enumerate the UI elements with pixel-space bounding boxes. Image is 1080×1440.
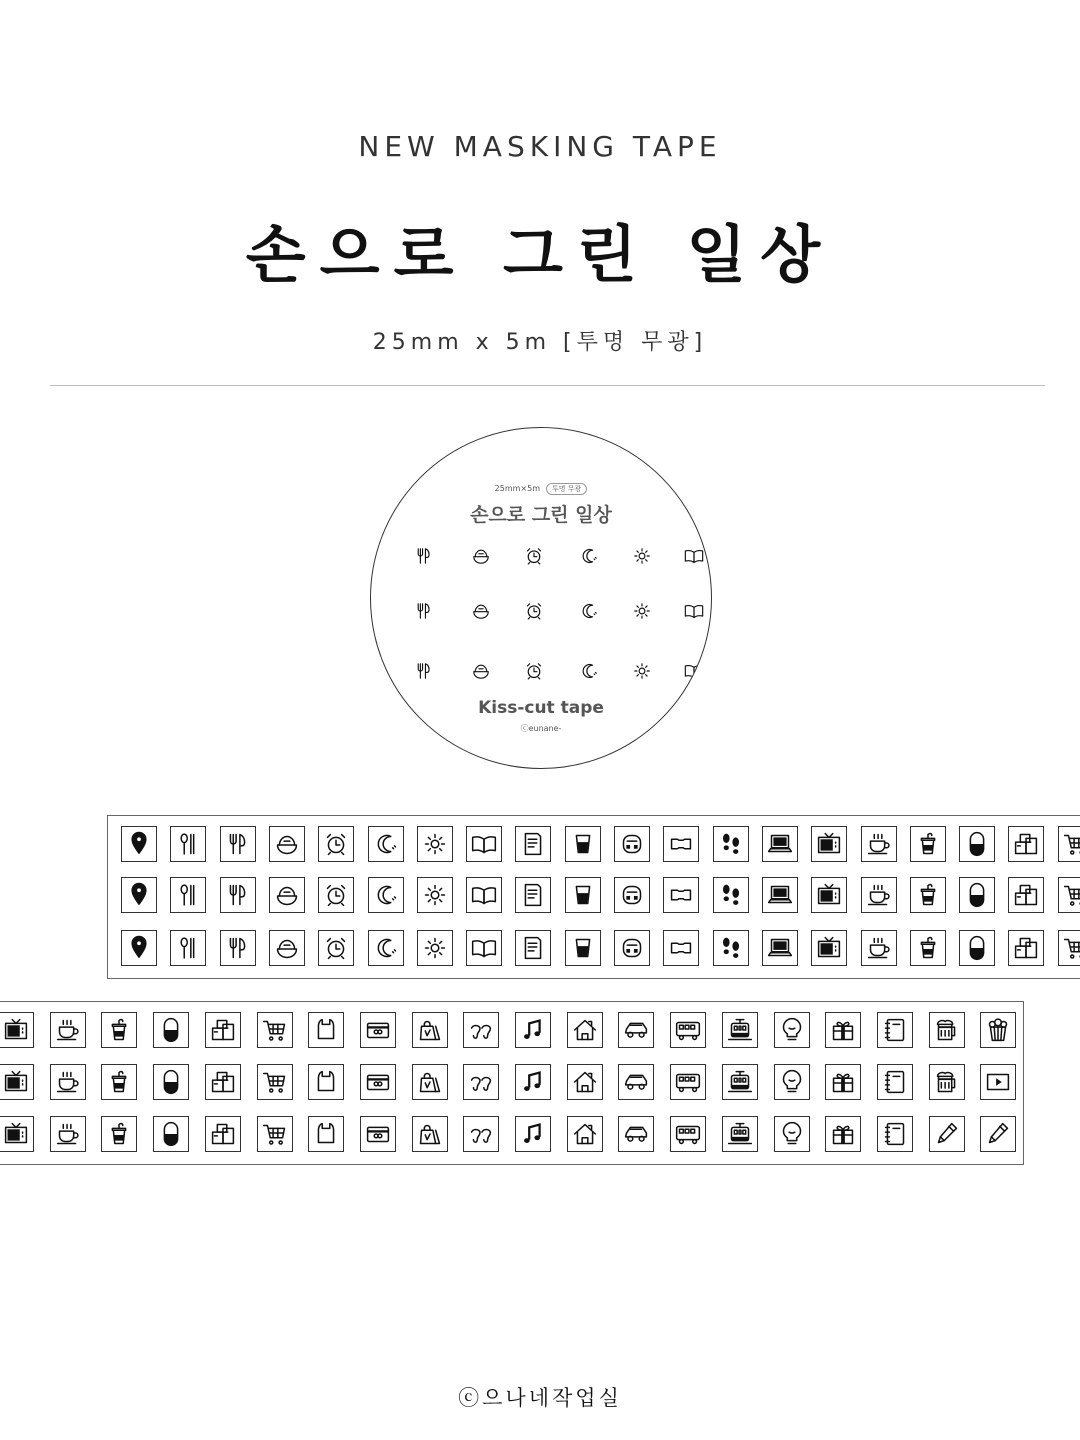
- moon-icon: [368, 877, 404, 913]
- sun-icon: [417, 877, 453, 913]
- cart-icon: [257, 1116, 293, 1152]
- beer-icon: [929, 1012, 965, 1048]
- gift-icon: [825, 1064, 861, 1100]
- bag-icon: [308, 1116, 344, 1152]
- product-title: 손으로 그린 일상: [245, 218, 835, 291]
- location-pin-icon: [121, 826, 157, 862]
- pill-icon: [959, 877, 995, 913]
- earphones-icon: [463, 1012, 499, 1048]
- fork-knife-icon: [411, 598, 437, 624]
- fork-knife-icon: [220, 930, 256, 966]
- boxes-icon: [1008, 877, 1044, 913]
- coffee-icon: [861, 877, 897, 913]
- spoon-chopsticks-icon: [170, 877, 206, 913]
- bulb-icon: [774, 1012, 810, 1048]
- tram-icon: [722, 1064, 758, 1100]
- bandage-icon: [663, 877, 699, 913]
- bulb-icon: [774, 1064, 810, 1100]
- music-note-icon: [515, 1116, 551, 1152]
- music-note-icon: [515, 1012, 551, 1048]
- roll-icon-row: [371, 658, 711, 688]
- earphones-icon: [463, 1064, 499, 1100]
- card-icon: [360, 1116, 396, 1152]
- pill-icon: [153, 1012, 189, 1048]
- footprints-icon: [713, 930, 749, 966]
- copyright: ⓒ으나네작업실: [458, 1386, 622, 1410]
- rice-bowl-icon: [468, 543, 494, 569]
- bandage-icon: [663, 930, 699, 966]
- popcorn-icon: [980, 1012, 1016, 1048]
- footprints-icon: [713, 826, 749, 862]
- alarm-clock-icon: [521, 598, 547, 624]
- gift-icon: [825, 1116, 861, 1152]
- moon-icon: [368, 930, 404, 966]
- pill-icon: [959, 826, 995, 862]
- takeaway-cup-icon: [910, 826, 946, 862]
- bag-icon: [308, 1012, 344, 1048]
- bulb-icon: [774, 1116, 810, 1152]
- sun-icon: [629, 598, 655, 624]
- laptop-icon: [762, 930, 798, 966]
- bus-front-icon: [614, 877, 650, 913]
- takeaway-cup-icon: [101, 1116, 137, 1152]
- rice-bowl-icon: [269, 826, 305, 862]
- book-icon: [466, 930, 502, 966]
- spoon-chopsticks-icon: [170, 826, 206, 862]
- book-icon: [681, 598, 707, 624]
- tape-roll-preview: [370, 427, 712, 769]
- sun-icon: [629, 658, 655, 684]
- tram-icon: [722, 1012, 758, 1048]
- house-icon: [567, 1064, 603, 1100]
- shopping-bag-icon: [412, 1064, 448, 1100]
- roll-title: 손으로 그린 일상: [470, 504, 612, 526]
- pill-icon: [153, 1064, 189, 1100]
- footprints-icon: [713, 877, 749, 913]
- gift-icon: [825, 1012, 861, 1048]
- bus-icon: [670, 1064, 706, 1100]
- roll-handle: ⓒeunane-: [520, 724, 562, 733]
- moon-icon: [576, 598, 602, 624]
- roll-footer: Kiss-cut tape: [478, 698, 604, 718]
- pencil-icon: [929, 1116, 965, 1152]
- earphones-icon: [463, 1116, 499, 1152]
- memo-icon: [515, 877, 551, 913]
- alarm-clock-icon: [521, 543, 547, 569]
- tv-icon: [0, 1064, 34, 1100]
- tram-icon: [722, 1116, 758, 1152]
- coffee-icon: [861, 826, 897, 862]
- alarm-clock-icon: [318, 930, 354, 966]
- roll-spec: [371, 483, 711, 495]
- takeaway-cup-icon: [101, 1012, 137, 1048]
- fork-knife-icon: [220, 877, 256, 913]
- rice-bowl-icon: [269, 930, 305, 966]
- book-icon: [681, 658, 707, 684]
- cart-icon: [257, 1064, 293, 1100]
- pencil-icon: [980, 1116, 1016, 1152]
- notebook-icon: [877, 1064, 913, 1100]
- moon-icon: [368, 826, 404, 862]
- fork-knife-icon: [411, 543, 437, 569]
- boxes-icon: [205, 1012, 241, 1048]
- pill-icon: [959, 930, 995, 966]
- tape-strip-bottom: [0, 1001, 1024, 1165]
- roll-spec-tag: 투명 무광: [546, 483, 587, 495]
- boxes-icon: [1008, 826, 1044, 862]
- location-pin-icon: [121, 877, 157, 913]
- cart-icon: [1058, 877, 1080, 913]
- laptop-icon: [762, 877, 798, 913]
- cup-icon: [565, 826, 601, 862]
- tv-icon: [811, 826, 847, 862]
- roll-icon-row: [371, 543, 711, 573]
- beer-icon: [929, 1064, 965, 1100]
- alarm-clock-icon: [318, 826, 354, 862]
- shopping-bag-icon: [412, 1012, 448, 1048]
- bus-front-icon: [614, 826, 650, 862]
- takeaway-cup-icon: [101, 1064, 137, 1100]
- fork-knife-icon: [411, 658, 437, 684]
- bus-front-icon: [614, 930, 650, 966]
- play-icon: [980, 1064, 1016, 1100]
- notebook-icon: [877, 1012, 913, 1048]
- takeaway-cup-icon: [910, 877, 946, 913]
- coffee-icon: [861, 930, 897, 966]
- book-icon: [681, 543, 707, 569]
- memo-icon: [515, 826, 551, 862]
- coffee-icon: [50, 1064, 86, 1100]
- cart-icon: [257, 1012, 293, 1048]
- rice-bowl-icon: [468, 658, 494, 684]
- sun-icon: [417, 826, 453, 862]
- sun-icon: [417, 930, 453, 966]
- boxes-icon: [205, 1116, 241, 1152]
- cup-icon: [565, 877, 601, 913]
- sun-icon: [629, 543, 655, 569]
- roll-spec-size: 25mm×5m: [494, 484, 541, 493]
- location-pin-icon: [121, 930, 157, 966]
- book-icon: [466, 826, 502, 862]
- takeaway-cup-icon: [910, 930, 946, 966]
- car-icon: [618, 1064, 654, 1100]
- bag-icon: [308, 1064, 344, 1100]
- cart-icon: [1058, 930, 1080, 966]
- tv-icon: [811, 877, 847, 913]
- fork-knife-icon: [220, 826, 256, 862]
- tape-strip-top: [107, 815, 1080, 979]
- alarm-clock-icon: [521, 658, 547, 684]
- spoon-chopsticks-icon: [170, 930, 206, 966]
- car-icon: [618, 1012, 654, 1048]
- boxes-icon: [1008, 930, 1044, 966]
- moon-icon: [576, 658, 602, 684]
- shopping-bag-icon: [412, 1116, 448, 1152]
- book-icon: [466, 877, 502, 913]
- roll-icon-row: [371, 598, 711, 628]
- music-note-icon: [515, 1064, 551, 1100]
- tv-icon: [0, 1116, 34, 1152]
- house-icon: [567, 1116, 603, 1152]
- cart-icon: [1058, 826, 1080, 862]
- cup-icon: [565, 930, 601, 966]
- memo-icon: [515, 930, 551, 966]
- boxes-icon: [205, 1064, 241, 1100]
- coffee-icon: [50, 1012, 86, 1048]
- card-icon: [360, 1012, 396, 1048]
- rice-bowl-icon: [468, 598, 494, 624]
- house-icon: [567, 1012, 603, 1048]
- card-icon: [360, 1064, 396, 1100]
- moon-icon: [576, 543, 602, 569]
- car-icon: [618, 1116, 654, 1152]
- rice-bowl-icon: [269, 877, 305, 913]
- bus-icon: [670, 1116, 706, 1152]
- laptop-icon: [762, 826, 798, 862]
- divider: [50, 385, 1045, 386]
- notebook-icon: [877, 1116, 913, 1152]
- bandage-icon: [663, 826, 699, 862]
- eyebrow-title: NEW MASKING TAPE: [358, 130, 722, 163]
- bus-icon: [670, 1012, 706, 1048]
- alarm-clock-icon: [318, 877, 354, 913]
- product-spec: 25mm x 5m [투명 무광]: [372, 330, 708, 355]
- tv-icon: [0, 1012, 34, 1048]
- tv-icon: [811, 930, 847, 966]
- pill-icon: [153, 1116, 189, 1152]
- coffee-icon: [50, 1116, 86, 1152]
